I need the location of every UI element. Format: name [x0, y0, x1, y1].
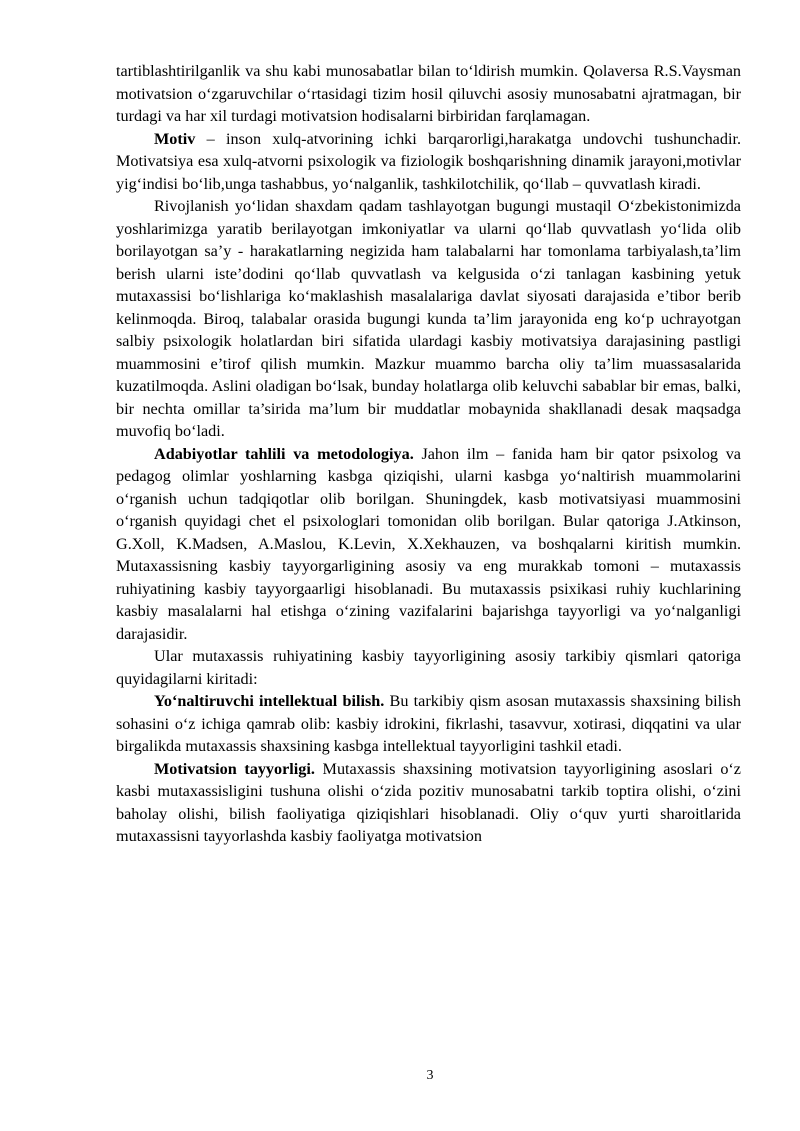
paragraph-youth-development — [116, 195, 741, 443]
paragraph-continuation — [116, 60, 741, 128]
term-motiv: Motiv — [154, 129, 196, 148]
paragraph-text: – inson xulq-atvorining ichki barqarorligi,harakatga undovchi tushunchadir. Motivatsiya esa xulq-atvorni psixologik va fiziologik boshqarishning dinamik jarayoni,motivlar yig‘indisi bo‘lib,unga tashabbus, yo‘nalganlik, tashkilotchilik, qo‘llab – quvvatlash kiradi. — [116, 129, 741, 193]
paragraph-literature-review — [116, 443, 741, 646]
paragraph-intellectual-cognition — [116, 690, 741, 758]
term-motivational-readiness: Motivatsion tayyorligi. — [154, 759, 315, 778]
paragraph-components-intro — [116, 645, 741, 690]
paragraph-text: Ular mutaxassis ruhiyatining kasbiy tayyorligining asosiy tarkibiy qismlari qatoriga quyidagilarni kiritadi: — [116, 647, 741, 688]
page-number: 3 — [426, 1068, 434, 1083]
paragraph-text: Bu tarkibiy qism asosan mutaxassis shaxsining bilish sohasini o‘z ichiga qamrab olib: kasbiy idrokini, fikrlashi, tasavvur, xotirasi, diqqatini va ular birgalikda mutaxassis shaxsining kasbga intellektual tayyorligini tashkil etadi. — [116, 692, 741, 755]
paragraph-text: tartiblashtirilganlik va shu kabi munosabatlar bilan to‘ldirish mumkin. Qolaversa R.S.Vaysman motivatsion o‘zgaruvchilar o‘rtasidagi tizim hosil qiluvchi asosiy munosabatni ajratmagan, bir turdagi va har xil turdagi motivatsion hodisalarni birbiridan farqlamagan. — [116, 62, 741, 125]
document-page — [116, 60, 741, 848]
paragraph-text: Rivojlanish yo‘lidan shaxdam qadam tashlayotgan bugungi mustaqil O‘zbekistonimizda yoshlarimizga yaratib berilayotgan imkoniyatlar va ularni qo‘llab quvvatlash yo‘lida olib borilayotgan sa’y - harakatlarning negizida ham talabalarni har tomonlama tarbiyalash,ta’lim berish ularni iste’dodini qo‘llab quvvatlash va kelgusida o‘zi tanlagan kasbining yetuk mutaxassisi bo‘lishlariga ko‘maklashish masalalariga davlat siyosati darajasida e’tibor berib kelinmoqda. Biroq, talabalar orasida bugungi kunda ta’lim jarayonida eng ko‘p uchrayotgan salbiy psixologik holatlardan biri sifatida ulardagi kasbiy motivatsiya darajasining pastligi muammosini e’tirof qilish mumkin. Mazkur muammo barcha oliy ta’lim muassasalarida kuzatilmoqda. Aslini oladigan bo‘lsak, bunday holatlarga olib keluvchi sabablar bir emas, balki, bir nechta omillar ta’sirida ma’lum bir muddatlar mobaynida shakllanadi desak maqsadga muvofiq bo‘ladi. — [116, 197, 741, 440]
paragraph-text: Mutaxassis shaxsining motivatsion tayyorligining asoslari o‘z kasbi mutaxassisligini tushuna olishi o‘zida pozitiv munosabatni tarkib toptira olishi, o‘zini baholay olishi, bilish faoliyatiga qiziqishlari hisoblanadi. Oliy o‘quv yurti sharoitlarida mutaxassisni tayyorlashda kasbiy faoliyatga motivatsion — [116, 759, 741, 845]
paragraph-motiv-definition — [116, 128, 741, 196]
paragraph-text: Jahon ilm – fanida ham bir qator psixolog va pedagog olimlar yoshlarning kasbga qiziqishi, ularni kasbga yo‘naltirish muammolarini o‘rganish uchun tadqiqotlar olib borilgan. Shuningdek, kasb motivatsiyasi muammosini o‘rganish quyidagi chet el psixologlari tomonidan olib borilgan. Bular qatoriga J.Atkinson, G.Xoll, K.Madsen, A.Maslou, K.Levin, X.Xekhauzen, va boshqalarni kiritish mumkin. Mutaxassisning kasbiy tayyorgarligining asosiy va eng murakkab tomoni – mutaxassis ruhiyatining kasbiy tayyorgaarligi hisoblanadi. Bu mutaxassis psixikasi ruhiy kuchlarining kasbiy masalalarni hal etishga o‘zining vazifalarini bajarishga tayyorligi va yo‘nalganligi darajasidir. — [116, 444, 741, 643]
section-heading-literature: Adabiyotlar tahlili va metodologiya. — [154, 444, 414, 463]
paragraph-motivational-readiness — [116, 758, 741, 848]
term-intellectual-cognition: Yo‘naltiruvchi intellektual bilish. — [154, 692, 385, 710]
